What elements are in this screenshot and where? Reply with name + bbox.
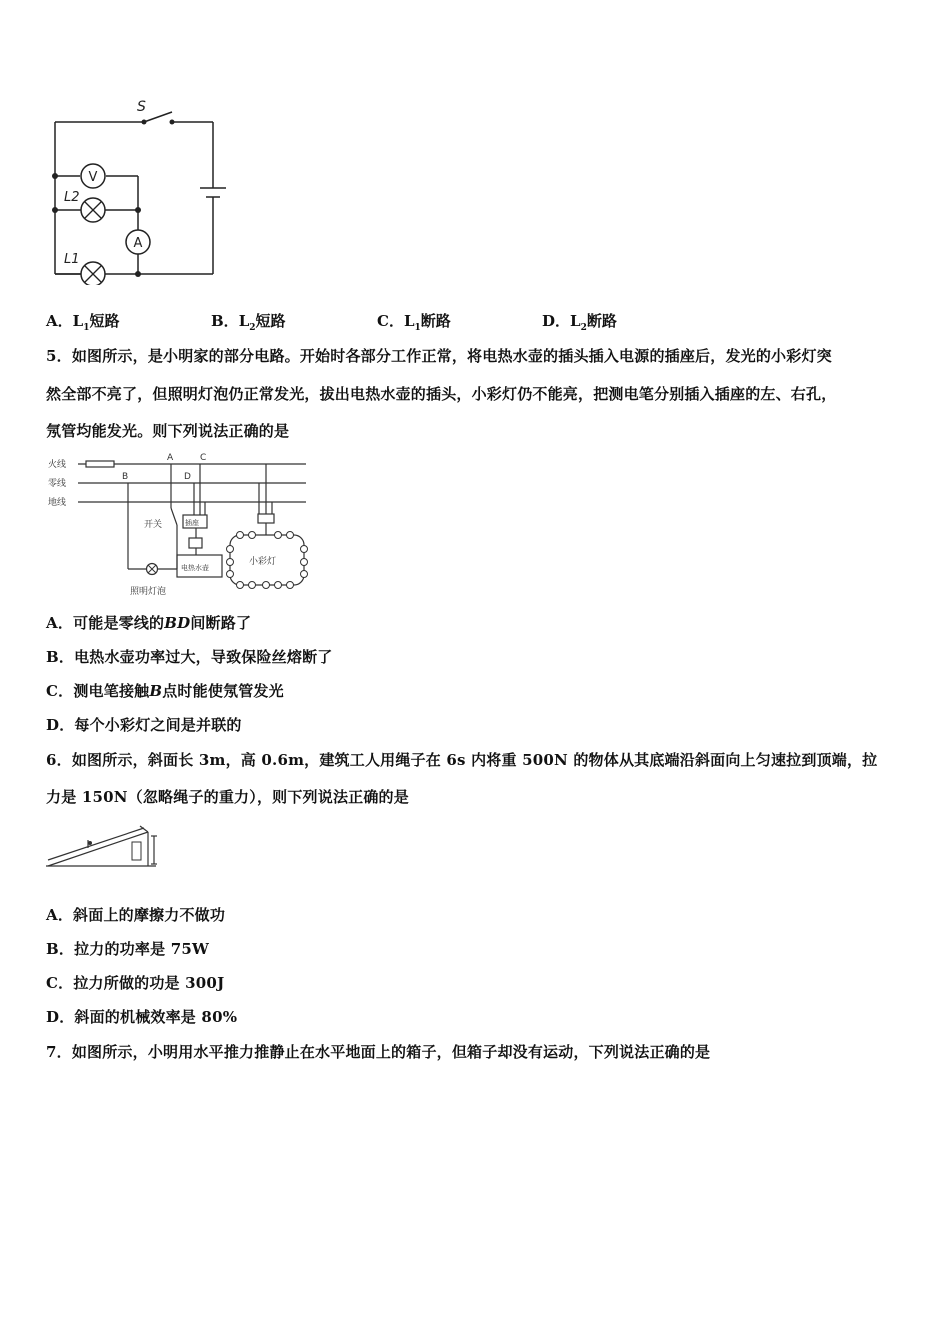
q5-option-c: C．测电笔接触B点时能使氖管发光 (46, 682, 284, 700)
lamp-l2-label: L2 (64, 190, 80, 205)
bulb-label: 照明灯泡 (130, 587, 167, 597)
q5-stem-line-1: 5．如图所示，是小明家的部分电路。开始时各部分工作正常，将电热水壶的插头插入电源的插座后，发光的小彩灯突 (46, 347, 832, 365)
household-circuit-diagram-q5 (44, 452, 314, 602)
lamp-l1-symbol (81, 262, 105, 285)
switch-label: 开关 (144, 520, 163, 530)
q4-option-a: A．$L_1$短路 (46, 312, 120, 333)
voltmeter-symbol (81, 164, 105, 188)
q4-option-c: C．$L_1$断路 (377, 312, 451, 333)
q6-stem-line-1: 6．如图所示，斜面长 3m，高 0.6m，建筑工人用绳子在 6s 内将重 500N 的物体从其底端沿斜面向上匀速拉到顶端，拉 (46, 751, 878, 769)
ammeter-symbol (126, 230, 150, 254)
neutral-wire-label: 零线 (48, 479, 67, 489)
q6-option-a: A．斜面上的摩擦力不做功 (46, 906, 226, 924)
point-d-label: D (184, 472, 191, 482)
point-b-label: B (122, 472, 129, 482)
q7-stem: 7．如图所示，小明用水平推力推静止在水平地面上的箱子，但箱子却没有运动，下列说法正确的是 (46, 1043, 711, 1061)
q5-option-a: A．可能是零线的BD间断路了 (46, 614, 252, 632)
q4-option-b: B．$L_2$短路 (211, 312, 286, 333)
ground-wire-label: 地线 (48, 498, 67, 508)
q6-option-d: D．斜面的机械效率是 80% (46, 1008, 238, 1026)
q6-stem-line-2: 力是 150N（忽略绳子的重力），则下列说法正确的是 (46, 788, 409, 806)
q6-option-c: C．拉力所做的功是 300J (46, 974, 225, 992)
lamp-l1-label: L1 (64, 252, 80, 267)
circuit-diagram-q4 (40, 95, 240, 285)
ammeter-label: A (133, 236, 143, 251)
q6-option-b: B．拉力的功率是 75W (46, 940, 210, 958)
socket-label: 插座 (185, 519, 199, 527)
incline-diagram-q6 (44, 818, 164, 874)
point-a-label: A (167, 453, 174, 463)
voltmeter-label: V (88, 170, 98, 185)
q5-option-d: D．每个小彩灯之间是并联的 (46, 716, 242, 734)
lamp-l2-symbol (81, 198, 105, 222)
kettle-label: 电热水壶 (181, 564, 209, 572)
q5-stem-line-3: 氖管均能发光。则下列说法正确的是 (46, 422, 290, 440)
switch-label: S (137, 99, 146, 115)
q5-stem-line-2: 然全部不亮了，但照明灯泡仍正常发光，拔出电热水壶的插头，小彩灯仍不能亮，把测电笔分别插入插座的左、右孔， (46, 385, 837, 403)
q5-option-b: B．电热水壶功率过大，导致保险丝熔断了 (46, 648, 333, 666)
live-wire-label: 火线 (48, 460, 67, 470)
string-lights-label: 小彩灯 (249, 557, 277, 567)
q4-option-d: D．$L_2$断路 (542, 312, 617, 333)
point-c-label: C (200, 453, 207, 463)
